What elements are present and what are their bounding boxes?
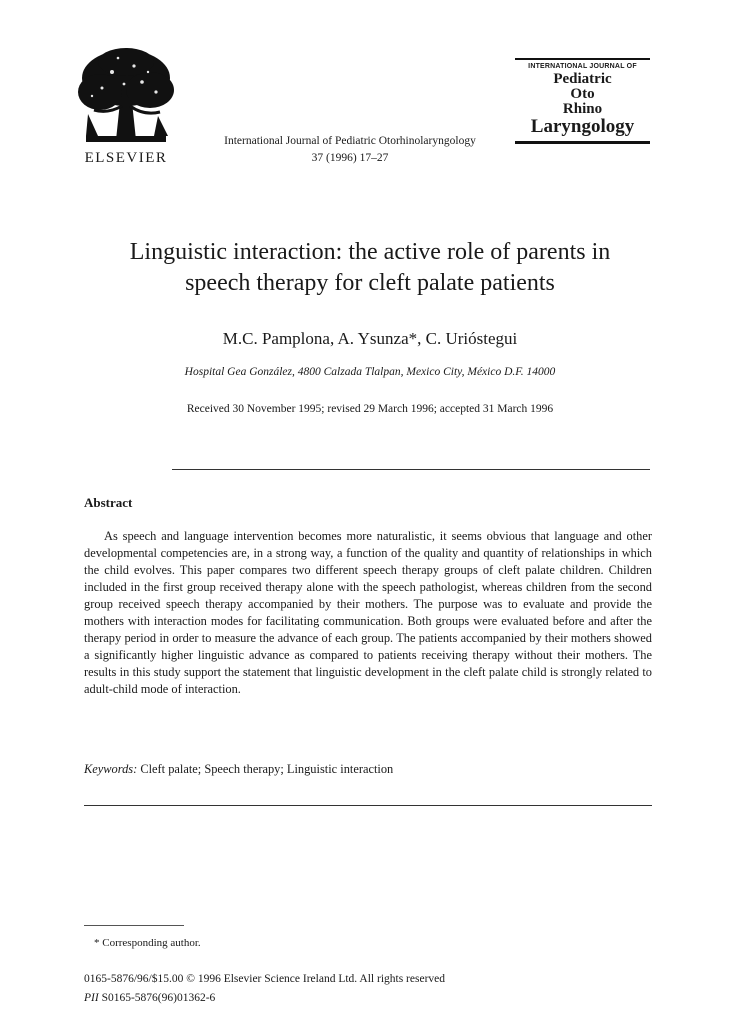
authors: M.C. Pamplona, A. Ysunza*, C. Urióstegui	[222, 329, 518, 348]
abstract-text: As speech and language intervention becomes more naturalistic, it seems obvious that language and other developmental competencies are, in a strong way, a function of the quality and quantity of relationships in which the child evolves. This paper compares two different speech therapy groups of cleft palate children. Children included in the first group received therapy alone with the speech pathologist, whereas children from the second group received speech therapy accompanied by their mothers. The purpose was to evaluate and provide the mothers with interaction modes for facilitating communication. Both groups were evaluated before and after the therapy period in order to measure the advance of each group. The patients accompanied by their mothers showed a significantly higher linguistic advance as compared to patients receiving therapy without their mothers. The results in this study support the statement that linguistic development in the cleft palate child is strongly related to adult-child mode of interaction.	[84, 529, 652, 696]
keywords-label: Keywords:	[84, 762, 138, 776]
pii-value: S0165-5876(96)01362-6	[101, 992, 216, 1004]
received-dates: Received 30 November 1995; revised 29 March 1996; accepted 31 March 1996	[186, 403, 554, 415]
affiliation: Hospital Gea González, 4800 Calzada Tlalpan, Mexico City, México D.F. 14000	[184, 366, 556, 378]
divider-top	[172, 469, 650, 470]
keywords	[84, 762, 393, 777]
publisher-name: ELSEVIER	[84, 150, 168, 166]
logo-line4: Laryngology	[530, 116, 635, 137]
logo-line2: Oto	[570, 86, 595, 102]
logo-bottom-rule	[515, 141, 650, 144]
pii-line	[84, 992, 215, 1004]
elsevier-tree-icon	[72, 44, 180, 148]
title-line1: Linguistic interaction: the active role of parents in	[129, 239, 611, 265]
logo-top-rule	[515, 58, 650, 60]
pii-label: PII	[84, 992, 99, 1004]
footnote: * Corresponding author.	[94, 937, 201, 949]
logo-small-line: INTERNATIONAL JOURNAL OF	[528, 63, 637, 70]
footnote-rule	[84, 925, 184, 926]
journal-logo	[515, 58, 650, 144]
logo-line1: Pediatric	[553, 71, 612, 87]
logo-line3: Rhino	[562, 101, 603, 117]
article-title	[60, 237, 680, 299]
divider-bottom	[84, 805, 652, 806]
title-line2: speech therapy for cleft palate patients	[185, 270, 555, 296]
keywords-list: Cleft palate; Speech therapy; Linguistic interaction	[140, 762, 394, 776]
elsevier-logo	[72, 44, 184, 167]
abstract-heading: Abstract	[84, 495, 133, 510]
copyright-line: 0165-5876/96/$15.00 © 1996 Elsevier Science Ireland Ltd. All rights reserved	[84, 973, 446, 985]
journal-citation-line2: 37 (1996) 17–27	[311, 152, 389, 164]
journal-citation-line1: International Journal of Pediatric Otorhinolaryngology	[224, 135, 476, 147]
